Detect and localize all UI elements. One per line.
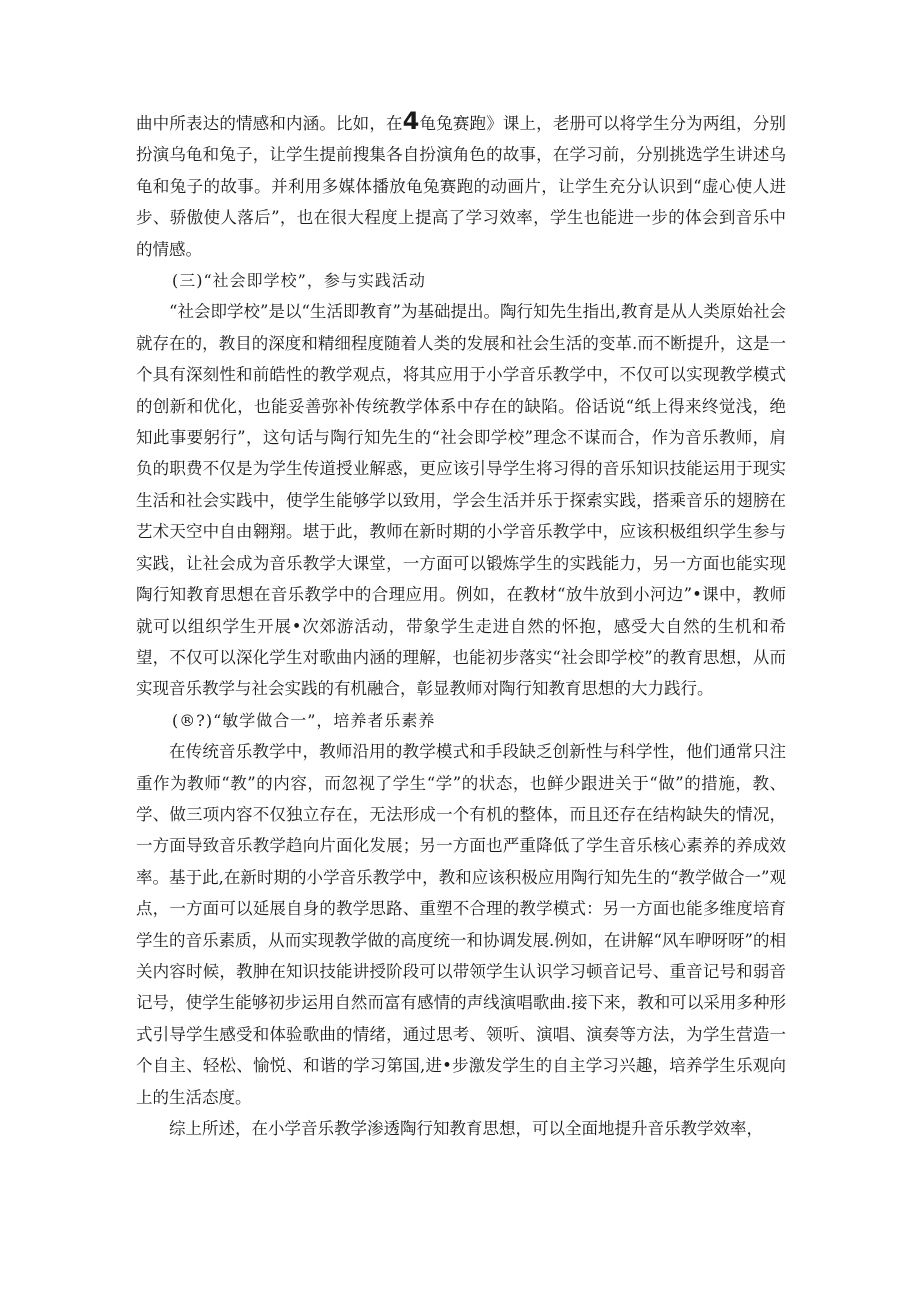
paragraph-society-school: “社会即学校”是以“生活即教育”为基础提出。陶行知先生指出,教育是从人类原始社会就存在的，教目的深度和精细程度随着人类的发展和社会生活的变革.而不断提升，这是一个具有深刻性和前皓性的教学观点，将其应用于小学音乐教学中，不仅可以实现教学模式的创新和优化，也能妥善弥补传统教学体系中存在的缺陷。俗话说“纸上得来终觉浅，绝知此事要躬行”，这句话与陶行知先生的“社会即学校”理念不谋而合，作为音乐教师，肩负的职费不仅是为学生传道授业解惑，更应该引导学生将习得的音乐知识技能运用于现实生活和社会实践中，使学生能够学以致用，学会生活并乐于探索实践，搭乘音乐的翅膀在艺术天空中自由翱翔。堪于此，教师在新时期的小学音乐教学中，应该积极组织学生参与实践，让社会成为音乐教学大课堂，一方面可以锻炼学生的实践能力，另一方面也能实现陶行知教育思想在音乐教学中的合理应用。例如，在教材“放牛放到小河边”•课中，教师就可以组织学生开展•次郊游活动，带象学生走进自然的怀抱，感受大自然的生机和希望，不仅可以深化学生对歌曲内涵的理解，也能初步落实“社会即学校”的教育思想，从而实现音乐教学与社会实践的有机融合，彰显教师对陶行知教育思想的大力践行。 [136, 302, 786, 699]
document-page [136, 108, 786, 1144]
section-heading-3: (三)“社会即学校”，参与实践活动 [172, 271, 426, 291]
section-heading-4: (®?)“敏学做合一”，培养者乐素养 [172, 710, 436, 730]
paragraph-text: 曲中所表达的情感和内涵。比如，在 [136, 114, 403, 133]
paragraph-text: 龟兔赛跑》课上，老册可以将学生分为两组，分别扮演乌龟和兔子，让学生提前搜集各自扮演角色的故事，在学习前，分别挑选学生讲述乌龟和兔子的故事。并利用多媒体播放龟兔赛跑的动画片，让学生充分认识到“虚心使人进步、骄傲使人落后”，也在很大程度上提高了学习效率，学生也能进一步的体会到音乐中的情感。 [136, 114, 787, 259]
paragraph-teach-learn-do: 在传统音乐教学中，教师沿用的教学模式和手段缺乏创新性与科学性，他们通常只注重作为教师“教”的内容，而忽视了学生“学”的状态，也鲜少跟进关于“做”的措施，教、学、做三项内容不仅独立存在，无法形成一个有机的整体，而且还存在结构缺失的情况，一方面导致音乐教学趋向片面化发展；另一方面也严重降低了学生音乐核心素养的养成效率。基于此,在新时期的小学音乐教学中，教和应该积极应用陶行知先生的“教学做合一”观点，一方面可以延展自身的教学思路、重塑不合理的教学模式：另一方面也能多维度培育学生的音乐素质，从而实现教学做的高度统一和协调发展.例如，在讲解“风车咿呀呀”的相关内容时候，教胂在知识技能讲授阶段可以带领学生认识学习顿音记号、重音记号和弱音记号，使学生能够初步运用自然而富有感情的声线演唱歌曲.接下来，教和可以采用多种形式引导学生感受和体验歌曲的情绪，通过思考、领听、演唱、演奏等方法，为学生营造一个自主、轻松、愉悦、和谐的学习第国,进•步激发学生的自主学习兴趣，培养学生乐观向上的生活态度。 [136, 742, 786, 1107]
ocr-artifact-number: 4 [402, 107, 420, 135]
paragraph-conclusion: 综上所述，在小学音乐教学渗透陶行知教育思想，可以全面地提升音乐教学效率， [169, 1119, 763, 1138]
paragraph-continued [136, 108, 786, 265]
